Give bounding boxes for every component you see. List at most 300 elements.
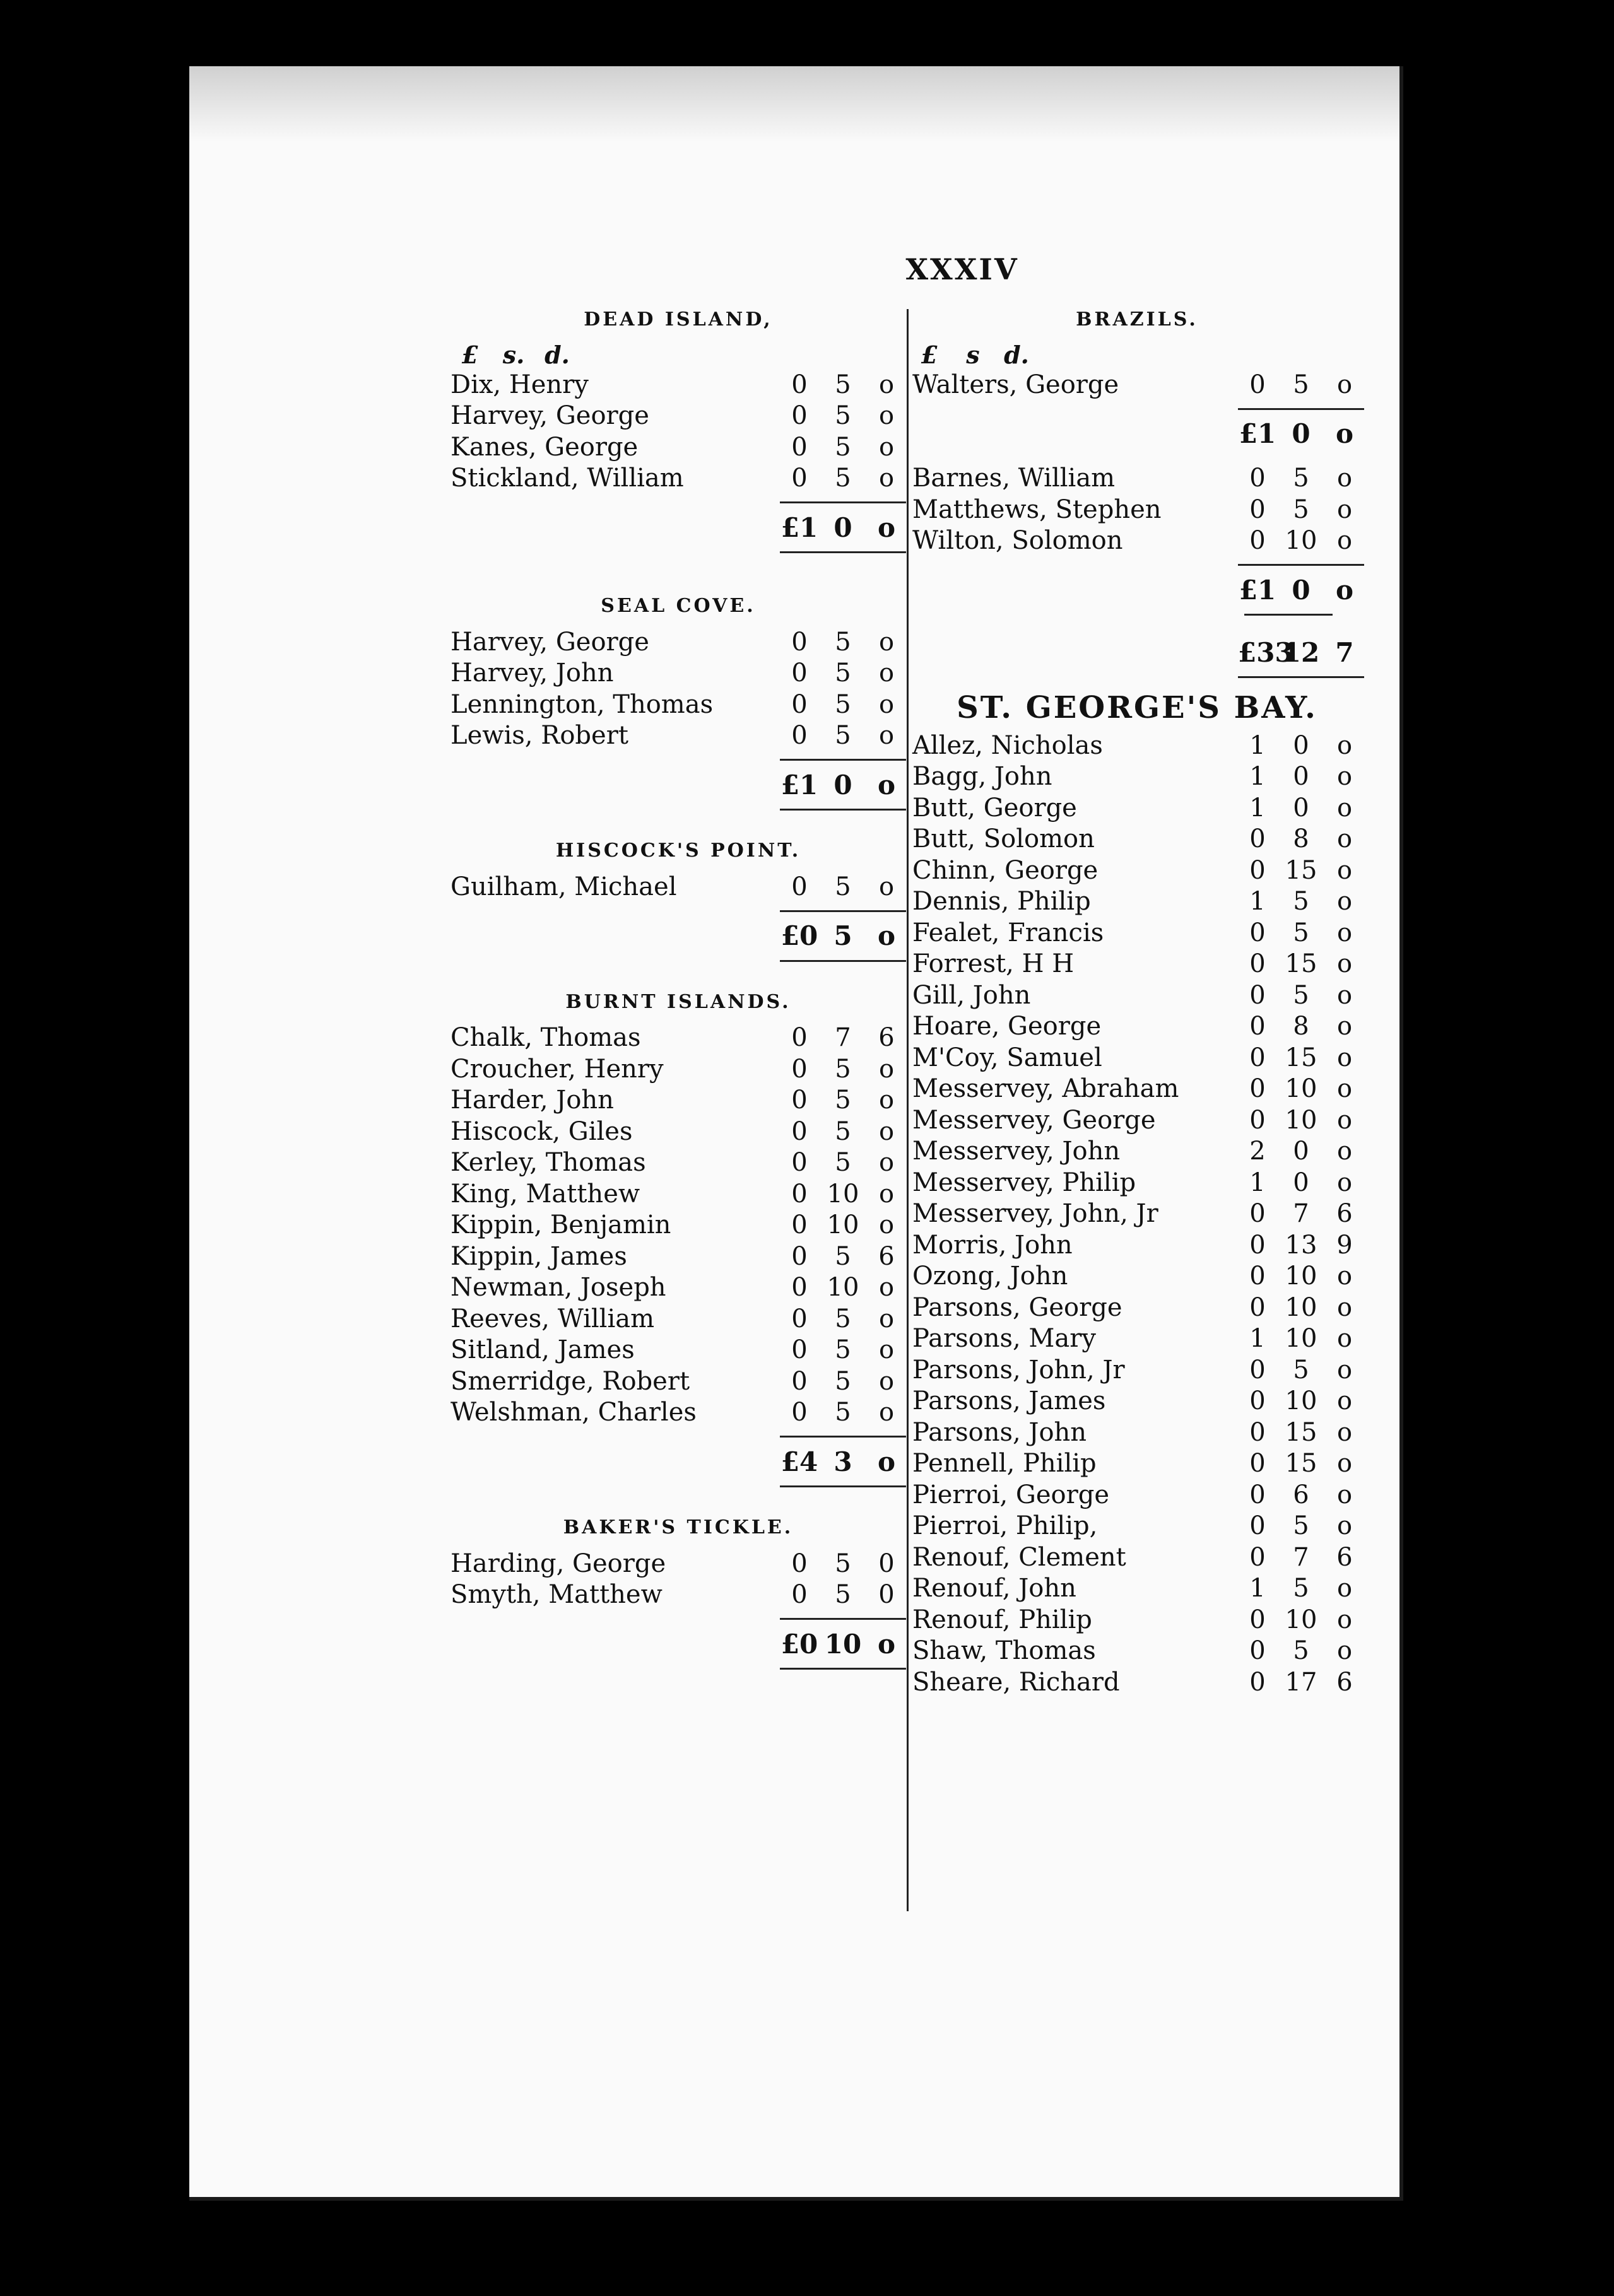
list-item [910,1261,1364,1292]
shillings-value: 5 [835,401,851,431]
pence-value: o [1336,1636,1353,1666]
subscriber-name: Chinn, George [912,855,1099,885]
pounds-value: 0 [1249,464,1266,493]
section-total [910,418,1364,450]
subscriber-name: Walters, George [912,370,1119,399]
list-item [910,1604,1364,1636]
list-item [910,1198,1364,1230]
subscriber-name: King, Matthew [451,1179,640,1209]
pence-value: o [878,1148,895,1178]
pounds-value: 0 [791,401,808,431]
shillings-value: 5 [835,689,851,719]
shillings-value: 5 [835,1549,851,1578]
subscriber-name: Forrest, H H [912,949,1075,979]
subscriber-name: Renouf, Clement [912,1542,1126,1572]
shillings-value: 5 [1293,1574,1309,1603]
shillings-value: 5 [835,1366,851,1396]
list-item [451,431,906,463]
subscriber-name: Sheare, Richard [912,1667,1120,1697]
total-shillings: 0 [834,512,852,543]
shillings-value: 5 [1293,1636,1309,1666]
subscriber-name: Kanes, George [451,432,639,462]
pence-value: o [1336,918,1353,947]
list-item [910,855,1364,886]
pence-value: o [1336,824,1353,854]
list-item [910,980,1364,1011]
subscriber-name: Fealet, Francis [912,918,1104,947]
ink-spot [1557,1186,1566,1207]
section-heading: ST. GEORGE'S BAY. [957,690,1317,725]
pence-value: o [1336,1012,1353,1041]
list-item [451,689,906,720]
subscriber-name: Shaw, Thomas [912,1636,1096,1666]
pounds-value: 0 [1249,526,1266,556]
pounds-value: 1 [1249,1168,1266,1197]
subscriber-name: Messervey, John, Jr [912,1199,1158,1229]
pence-value: o [878,872,895,901]
subscriber-name: Harding, George [451,1549,666,1578]
list-item [910,1386,1364,1417]
shillings-value: 5 [1293,464,1309,493]
pounds-value: 0 [791,1273,808,1303]
pounds-value: 0 [791,1086,808,1115]
subscriber-name: Newman, Joseph [451,1273,666,1303]
pence-value: o [1336,855,1353,885]
shillings-value: 5 [835,721,851,751]
shillings-value: 5 [835,1398,851,1427]
pounds-value: 0 [1249,1292,1266,1322]
subscriber-name: Pennell, Philip [912,1449,1097,1479]
section-heading: BRAZILS. [1076,308,1198,331]
pounds-value: 0 [1249,1012,1266,1041]
total-shillings: 12 [1282,636,1320,668]
subscriber-name: Lennington, Thomas [451,689,714,719]
list-item [451,1085,906,1116]
pence-value: o [878,1116,895,1146]
shillings-value: 0 [1293,730,1309,760]
pence-value: o [1336,1292,1353,1322]
pounds-value: 0 [1249,1230,1266,1260]
left-column [451,300,906,1677]
pence-value: o [1336,1137,1353,1166]
list-item [451,1335,906,1366]
pence-value: o [1336,526,1353,556]
list-item [910,494,1364,525]
pence-value: o [878,401,895,431]
shillings-value: 5 [1293,370,1309,399]
subscriber-name: Harvey, George [451,627,649,657]
total-pounds: £33 [1238,636,1293,668]
pounds-value: 1 [1249,887,1266,917]
pence-value: 9 [1336,1230,1353,1260]
shillings-value: 10 [1285,526,1317,556]
total-pence: o [1335,574,1353,606]
shillings-value: 10 [1285,1292,1317,1322]
shillings-value: 0 [1293,1168,1309,1197]
total-pounds: £1 [780,769,818,800]
pence-value: o [1336,1262,1353,1291]
list-item [451,1147,906,1179]
pounds-value: 0 [1249,980,1266,1010]
rule-line [780,1436,906,1438]
column-divider [907,309,909,1911]
shillings-value: 10 [827,1210,859,1240]
pence-header: d. [1004,340,1029,369]
spacer [910,623,1364,636]
subscriber-name: Renouf, Philip [912,1605,1092,1634]
total-pence: o [877,512,895,543]
pounds-value: 0 [791,1148,808,1178]
list-item [451,463,906,495]
shillings-value: 5 [835,1580,851,1610]
list-item [910,1323,1364,1355]
section-total [451,920,906,952]
pounds-value: 0 [791,1116,808,1146]
shillings-value: 15 [1285,949,1317,979]
pence-value: o [878,1304,895,1333]
shillings-value: 5 [835,659,851,688]
pounds-value: 0 [791,1023,808,1053]
ink-spot [1557,1722,1574,1736]
list-item [910,1104,1364,1136]
pounds-value: 0 [1249,1511,1266,1541]
subscriber-name: Ozong, John [912,1262,1068,1291]
pence-value: o [878,689,895,719]
list-item [910,886,1364,918]
pence-value: o [878,1086,895,1115]
rule-line [780,501,906,503]
pence-value: o [878,1273,895,1303]
section-heading: BAKER'S TICKLE. [563,1516,794,1538]
pence-value: o [1336,1168,1353,1197]
list-item [910,1292,1364,1323]
shillings-value: 10 [1285,1605,1317,1634]
shillings-value: 5 [835,627,851,657]
total-pence: 7 [1335,636,1354,668]
rule-line [780,1618,906,1620]
section-heading: SEAL COVE. [601,595,756,617]
total-pence: o [877,1446,895,1477]
list-item [910,1542,1364,1573]
pounds-value: 2 [1249,1137,1266,1166]
subscriber-name: Guilham, Michael [451,872,677,901]
shillings-value: 8 [1293,824,1309,854]
pence-value: 0 [878,1549,895,1578]
list-item [451,1366,906,1397]
list-item [910,1448,1364,1480]
pounds-value: 0 [1249,1386,1266,1416]
subscriber-name: Stickland, William [451,464,684,493]
total-shillings: 0 [1292,418,1311,449]
list-item [910,1354,1364,1386]
pounds-value: 0 [791,1549,808,1578]
pounds-header: £ [921,340,938,369]
pounds-value: 0 [1249,1043,1266,1072]
shillings-value: 7 [1293,1199,1309,1229]
subscriber-name: Butt, Solomon [912,824,1095,854]
list-item [910,824,1364,855]
pounds-value: 0 [791,432,808,462]
ink-spot [1463,568,1479,582]
pounds-value: 0 [1249,1605,1266,1634]
subscriber-name: Welshman, Charles [451,1398,697,1427]
list-item [910,1136,1364,1168]
total-pence: o [877,1628,895,1660]
spacer [451,969,906,982]
subscriber-name: Harvey, George [451,401,649,431]
pounds-value: 0 [791,1210,808,1240]
subscriber-name: Smerridge, Robert [451,1366,690,1396]
total-pounds: £1 [780,512,818,543]
pounds-value: 0 [791,659,808,688]
list-item [910,463,1364,495]
pence-value: o [1336,1386,1353,1416]
pence-value: o [1336,793,1353,823]
subscriber-name: Parsons, John, Jr [912,1355,1125,1385]
pounds-value: 0 [791,1398,808,1427]
shillings-value: 5 [835,1148,851,1178]
list-item [910,730,1364,761]
list-item [451,1116,906,1147]
list-item [451,1579,906,1611]
pounds-value: 0 [1249,1667,1266,1697]
subscriber-name: Chalk, Thomas [451,1023,641,1053]
pence-value: o [878,1179,895,1209]
document-page [189,66,1403,2201]
list-item [910,761,1364,793]
shillings-value: 0 [1293,1137,1309,1166]
shillings-value: 17 [1285,1667,1317,1697]
rule-line [1238,676,1364,678]
pounds-value: 0 [1249,1199,1266,1229]
subscriber-name: Messervey, Philip [912,1168,1136,1197]
pounds-value: 0 [791,1054,808,1084]
shillings-value: 15 [1285,1449,1317,1479]
subscriber-name: Parsons, George [912,1292,1122,1322]
pounds-value: 0 [791,1335,808,1365]
subscriber-name: Barnes, William [912,464,1116,493]
list-item [451,626,906,658]
list-item [451,401,906,432]
right-column [910,300,1364,1698]
pence-value: o [878,659,895,688]
subscriber-name: Allez, Nicholas [912,730,1103,760]
pence-value: o [878,432,895,462]
total-pounds: £1 [1239,574,1276,606]
list-item [910,1229,1364,1261]
list-item [451,871,906,903]
shillings-value: 0 [1293,793,1309,823]
list-item [451,1548,906,1579]
subscriber-name: Butt, George [912,793,1077,823]
pence-value: o [878,464,895,493]
subscriber-name: Reeves, William [451,1304,655,1333]
shillings-value: 5 [835,1241,851,1271]
pounds-value: 0 [791,1304,808,1333]
list-item [451,1397,906,1429]
total-shillings: 5 [834,920,852,951]
list-item [910,949,1364,980]
pounds-value: 0 [1249,949,1266,979]
subscriber-name: Harvey, John [451,659,614,688]
subscriber-name: Pierroi, George [912,1480,1110,1509]
page-number: XXXIV [905,252,1019,286]
subscriber-name: Dennis, Philip [912,887,1091,917]
pence-value: o [1336,1511,1353,1541]
pounds-value: 0 [1249,1105,1266,1135]
pounds-value: 0 [1249,495,1266,524]
list-item [910,525,1364,557]
shillings-value: 5 [1293,1355,1309,1385]
pence-value: o [878,1366,895,1396]
subscriber-name: M'Coy, Samuel [912,1043,1102,1072]
pence-value: 6 [878,1023,895,1053]
shillings-value: 10 [1285,1105,1317,1135]
shillings-value: 5 [835,432,851,462]
spacer [451,561,906,586]
subscriber-name: Wilton, Solomon [912,526,1123,556]
rule-line [1244,614,1333,616]
list-item [910,1479,1364,1511]
pence-value: o [878,1054,895,1084]
pence-value: 6 [878,1241,895,1271]
rule-line [1238,408,1364,410]
subscriber-name: Messervey, Abraham [912,1074,1179,1104]
pounds-value: 0 [1249,824,1266,854]
total-pounds: £0 [780,1628,818,1660]
section-heading: HISCOCK'S POINT. [555,840,801,862]
pounds-value: 0 [1249,1262,1266,1291]
pence-value: 0 [878,1580,895,1610]
subscriber-name: Smyth, Matthew [451,1580,663,1610]
list-item [910,1074,1364,1105]
subscriber-name: Parsons, John [912,1417,1087,1447]
shillings-value: 8 [1293,1012,1309,1041]
subscriber-name: Gill, John [912,980,1031,1010]
shillings-value: 5 [835,1335,851,1365]
pence-value: o [878,721,895,751]
list-item [910,917,1364,949]
shillings-header: s. [502,340,525,369]
list-item [910,1511,1364,1542]
scan-shadow [189,66,1399,142]
total-pounds: £0 [780,920,818,951]
list-item [910,1666,1364,1698]
list-item [451,1210,906,1241]
subscriber-name: Matthews, Stephen [912,495,1162,524]
subscriber-name: Kippin, Benjamin [451,1210,671,1240]
pounds-value: 0 [791,627,808,657]
rule-line [780,809,906,811]
list-item [451,658,906,689]
subscriber-name: Harder, John [451,1086,614,1115]
shillings-value: 5 [1293,980,1309,1010]
pounds-value: 0 [1249,1417,1266,1447]
list-item [451,1053,906,1085]
subscriber-name: Bagg, John [912,762,1052,792]
pence-value: 6 [1336,1199,1353,1229]
shillings-value: 6 [1293,1480,1309,1509]
list-item [910,369,1364,401]
shillings-value: 10 [1285,1386,1317,1416]
shillings-value: 5 [1293,1511,1309,1541]
pence-value: o [1336,1043,1353,1072]
list-item [451,1303,906,1335]
shillings-value: 5 [835,1116,851,1146]
pounds-value: 0 [791,464,808,493]
list-item [910,1636,1364,1667]
pounds-value: 0 [1249,1074,1266,1104]
subscriber-name: Hoare, George [912,1012,1102,1041]
pence-value: o [878,1210,895,1240]
pence-value: o [1336,949,1353,979]
shillings-value: 5 [835,464,851,493]
pounds-value: 0 [791,689,808,719]
list-item [910,1011,1364,1043]
pounds-header: £ [461,340,479,369]
rule-line [780,1485,906,1487]
pounds-value: 1 [1249,793,1266,823]
list-item [451,369,906,401]
ink-spot [1553,563,1570,577]
subscriber-name: Morris, John [912,1230,1073,1260]
pence-value: o [1336,980,1353,1010]
money-column-headers [910,340,1364,369]
spacer [451,1495,906,1508]
pounds-value: 0 [791,721,808,751]
pence-value: o [1336,762,1353,792]
pounds-value: 0 [1249,1355,1266,1385]
pence-value: o [1336,1324,1353,1354]
pounds-value: 0 [1249,918,1266,947]
list-item [910,792,1364,824]
pence-value: 6 [1336,1542,1353,1572]
section-total [910,573,1364,606]
list-item [910,1167,1364,1198]
shillings-value: 15 [1285,855,1317,885]
rule-line [780,960,906,962]
pounds-value: 0 [791,370,808,399]
pence-value: o [878,1335,895,1365]
list-item [451,720,906,752]
total-shillings: 0 [1292,574,1311,606]
pounds-value: 1 [1249,1574,1266,1603]
shillings-value: 0 [1293,762,1309,792]
subscriber-name: Croucher, Henry [451,1054,664,1084]
shillings-value: 5 [1293,887,1309,917]
section-total [910,636,1364,669]
list-item [910,1042,1364,1074]
pence-value: o [878,627,895,657]
shillings-value: 10 [1285,1074,1317,1104]
subscriber-name: Renouf, John [912,1574,1076,1603]
subscriber-name: Lewis, Robert [451,721,628,751]
rule-line [1238,564,1364,566]
total-pounds: £1 [1239,418,1276,449]
pence-value: o [1336,1074,1353,1104]
subscriber-name: Messervey, George [912,1105,1156,1135]
shillings-value: 15 [1285,1043,1317,1072]
pounds-value: 0 [1249,370,1266,399]
pence-value: o [1336,370,1353,399]
pence-value: 6 [1336,1667,1353,1697]
shillings-value: 10 [827,1273,859,1303]
pounds-value: 0 [791,1580,808,1610]
shillings-value: 5 [835,1304,851,1333]
rule-line [780,910,906,912]
section-heading: BURNT ISLANDS. [565,990,791,1013]
pence-value: o [1336,1449,1353,1479]
